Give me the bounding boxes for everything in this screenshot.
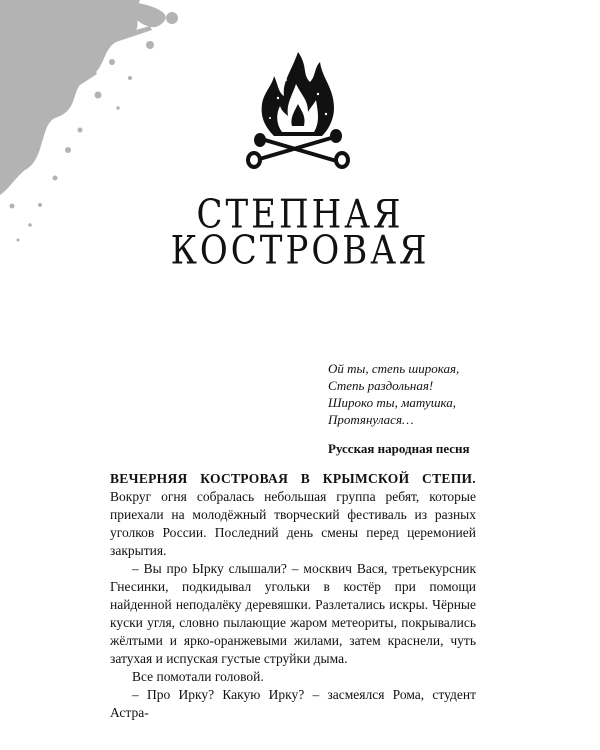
campfire-icon (238, 48, 358, 178)
paragraph (110, 470, 476, 560)
epigraph (328, 360, 459, 428)
epigraph-line: Протянулася… (328, 412, 414, 427)
paragraph: – Вы про Ырку слышали? – москвич Вася, третьекурсник Гнесинки, подкидывал угольки в костёр при помощи найденной неподалёку деревяшки. Разлетались искры. Чёрные куски угля, словно пылающие жаром метеориты, покрывались жёлтыми и ярко-оранжевыми жилами, затем краснели, чуть затухая и испуская густые струйки дыма. (110, 561, 476, 666)
epigraph-source: Русская народная песня (328, 441, 470, 456)
paragraph: – Про Ирку? Какую Ирку? – засмеялся Рома, студент Астра- (110, 687, 476, 720)
epigraph-line: Ой ты, степь широкая, (328, 361, 460, 376)
chapter-body (110, 470, 476, 722)
lead-in: ВЕЧЕРНЯЯ КОСТРОВАЯ В КРЫМСКОЙ СТЕПИ. (110, 471, 476, 486)
paragraph-text: Вокруг огня собралась небольшая группа ребят, которые приехали на молодёжный творческий фестиваль из разных уголков России. Последний день смены перед церемонией закрытия. (110, 489, 476, 558)
chapter-title-line-2: КОСТРОВАЯ (170, 228, 430, 274)
epigraph-line: Широко ты, матушка, (328, 395, 457, 410)
paragraph: Все помотали головой. (132, 669, 264, 684)
chapter-title-line-1: СТЕПНАЯ (196, 192, 404, 238)
epigraph-line: Степь раздольная! (328, 378, 434, 393)
